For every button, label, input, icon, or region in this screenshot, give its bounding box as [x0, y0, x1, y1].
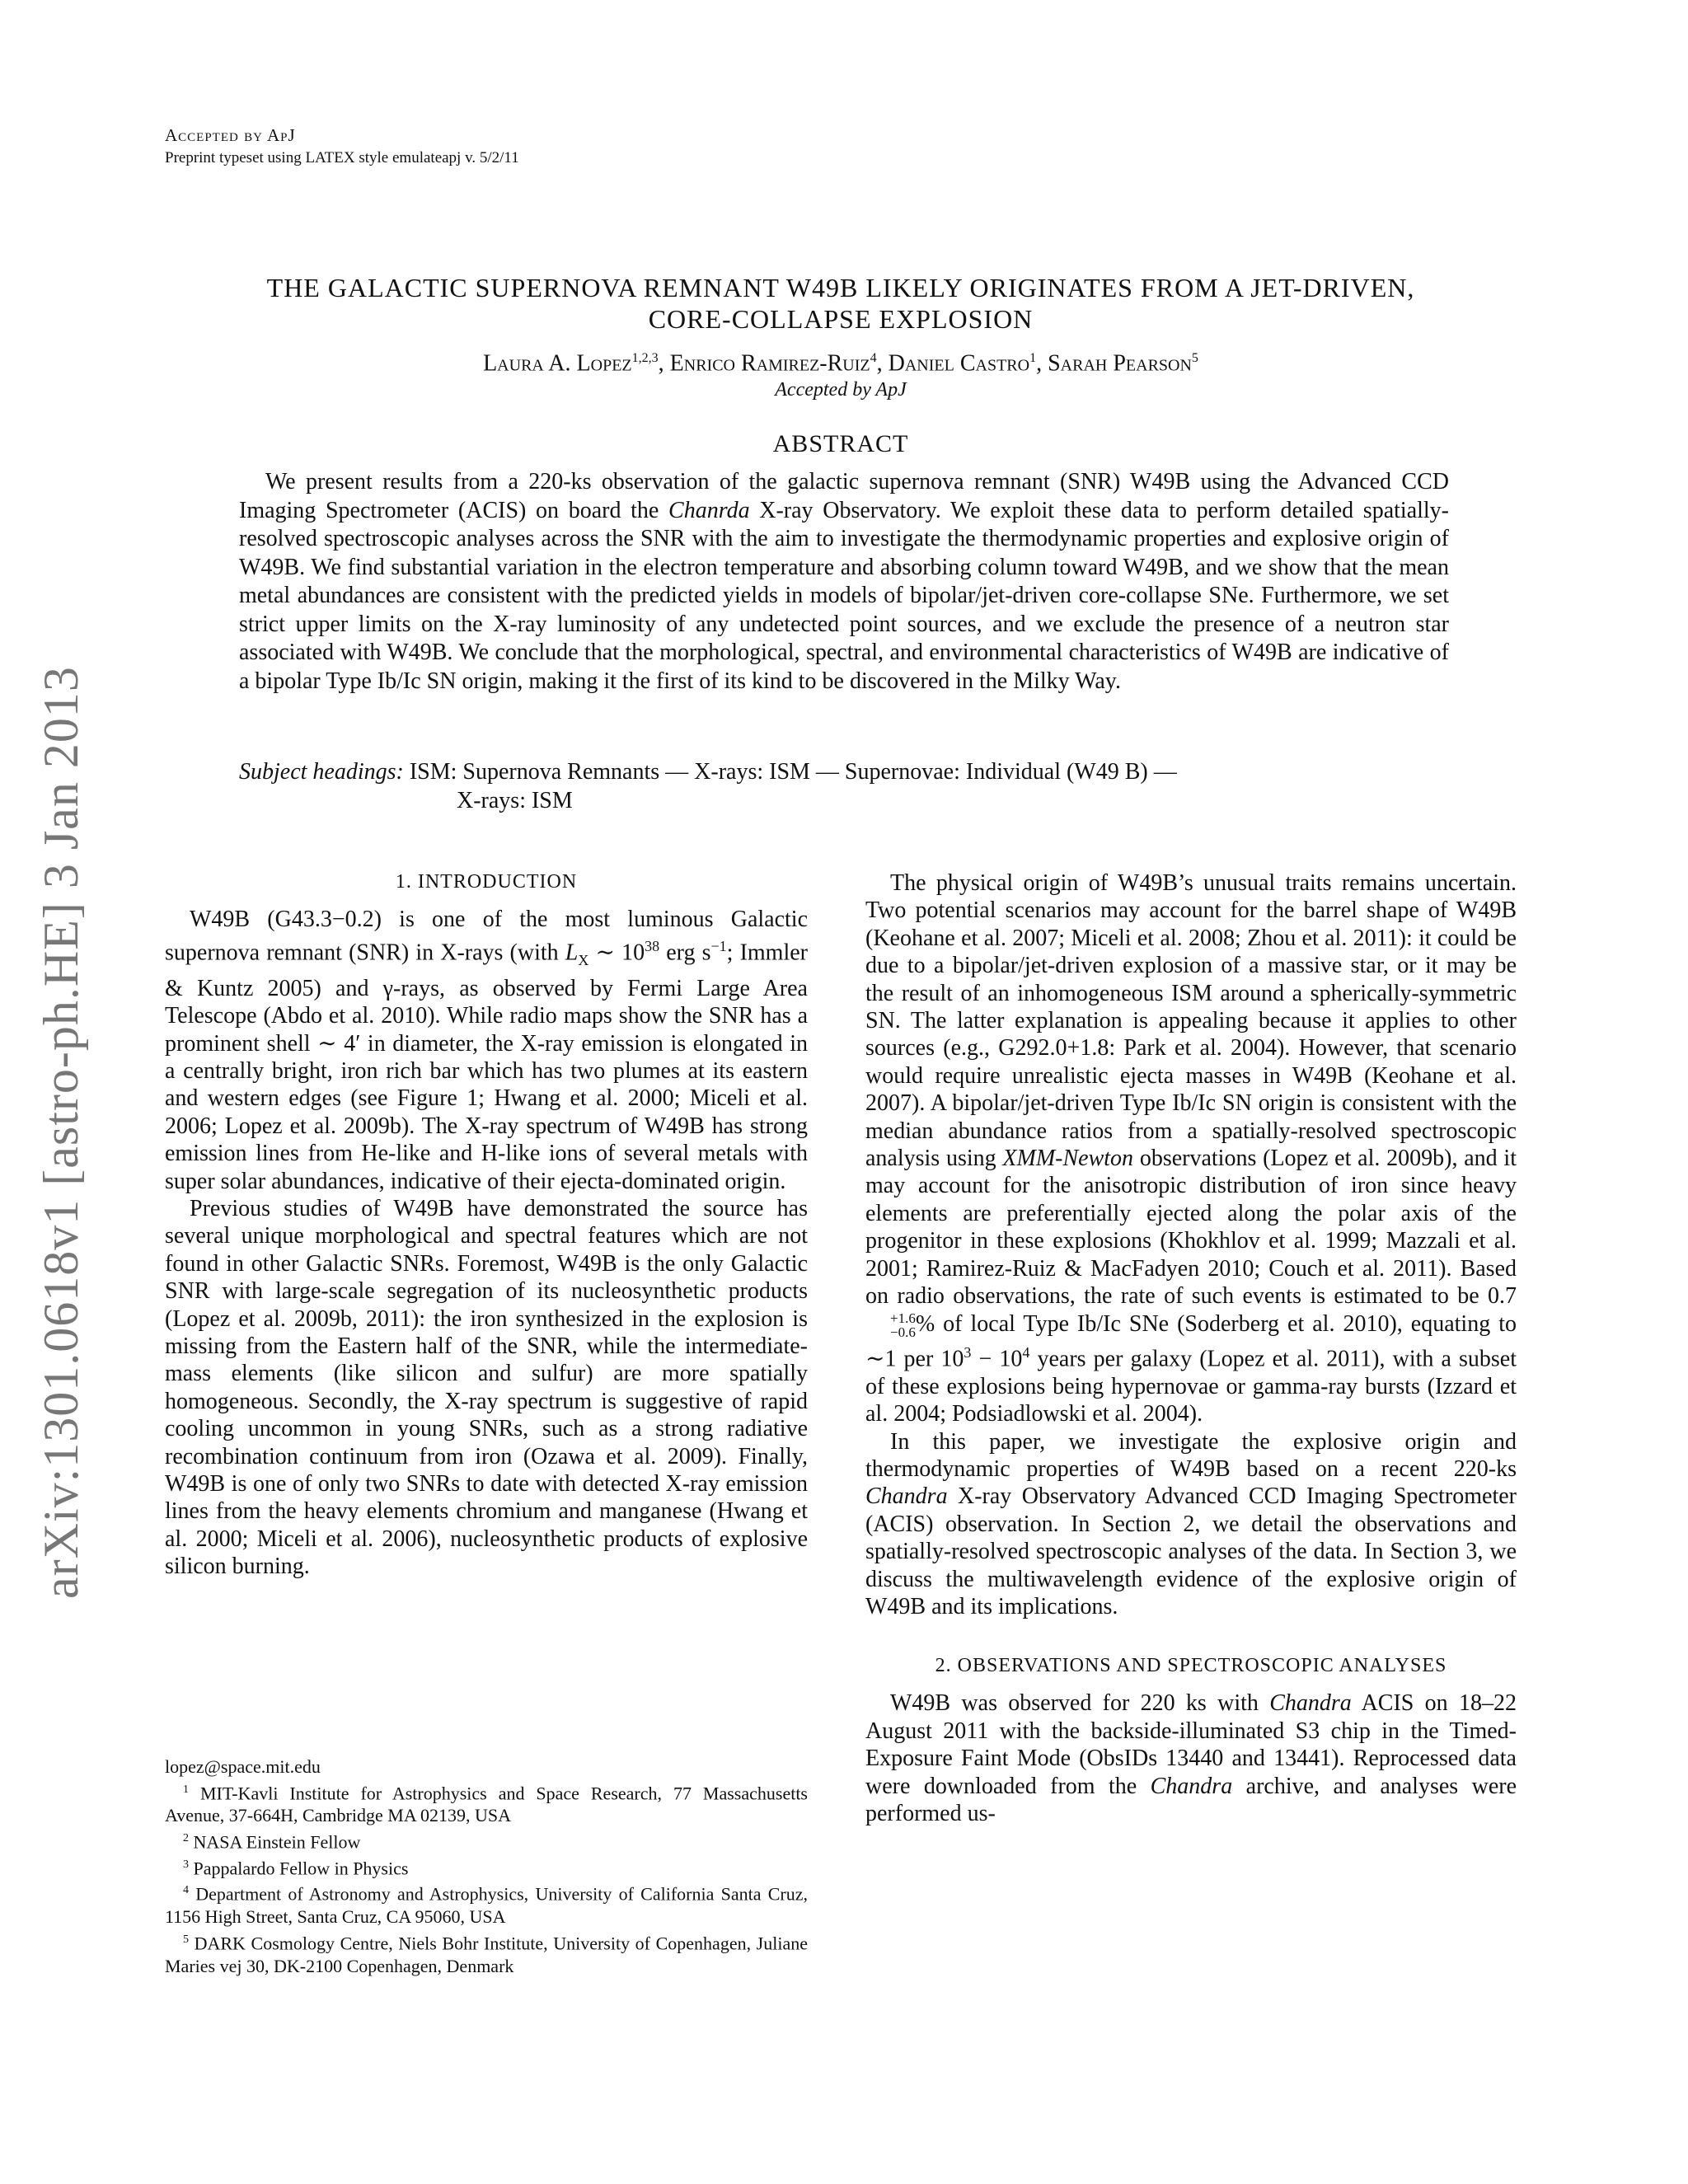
footnote-text: Department of Astronomy and Astrophysics, University of California Santa Cruz, 1156 High Street, Santa Cruz, CA 95060, USA — [165, 1883, 809, 1928]
preprint-header — [165, 124, 519, 170]
italic-text: XMM-Newton — [1002, 1146, 1134, 1172]
text-run: ∼ 10 — [588, 940, 645, 966]
text-run: % of local Type Ib/Ic SNe (Soderberg et al. 2010), equating to ∼1 per 10 — [865, 1310, 1517, 1372]
author-name: Enrico Ramirez-Ruiz — [669, 350, 870, 377]
text-run: W49B was observed for 220 ks with — [890, 1690, 1270, 1717]
math-subscript: X — [578, 952, 589, 969]
footnote — [165, 1929, 808, 1977]
paragraph: Previous studies of W49B have demonstrated the source has several unique morphological and spectral features which are not found in other Galactic SNRs. Foremost, W49B is the only Galactic SNR with large-scale segregation of its nucleosynthetic products (Lopez et al. 2009b, 2011): the iron synthesized in the explosion is missing from the Eastern half of the SNR, while the intermediate-mass elements (like silicon and sulfur) are more spatially homogeneous. Secondly, the X-ray spectrum is suggestive of rapid cooling uncommon in young SNRs, such as a strong radiative recombination continuum from iron (Ozawa et al. 2009). Finally, W49B is one of only two SNRs to date with detected X-ray emission lines from the heavy elements chromium and manganese (Hwang et al. 2000; Miceli et al. 2006), nucleosynthetic products of explosive silicon burning. — [165, 1195, 808, 1580]
text-run: observations (Lopez et al. 2009b), and it may account for the anisotropic distribution of iron since heavy elements are preferentially ejected along the polar axis of the progenitor in these explosions (Khokhlov et al. 1999; Mazzali et al. 2001; Ramirez-Ruiz & MacFadyen 2010; Couch et al. 2011). Based on radio observations, the rate of such events is estimated to be 0.7 — [865, 1146, 1517, 1310]
uncertainty-lower: −0.6 — [890, 1324, 916, 1341]
author-name: Daniel Castro — [888, 350, 1030, 377]
footnote — [165, 1879, 808, 1928]
footnote — [165, 1854, 808, 1880]
footnote-mark: 2 — [183, 1831, 189, 1844]
italic-text: Chandra — [1150, 1773, 1233, 1799]
paragraph — [165, 906, 808, 1195]
text-run: X-ray Observatory Advanced CCD Imaging Spectrometer (ACIS) observation. In Section 2, we detail the observations and spatially-resolved spectroscopic analyses of the data. In Section 3, we discuss the multiwavelength evidence of the explosive origin of W49B and its implications. — [865, 1483, 1517, 1620]
footnote-mark: 3 — [183, 1858, 189, 1871]
paragraph — [865, 869, 1517, 1428]
uncertainty-upper: +1.6 — [890, 1310, 916, 1327]
abstract-heading: ABSTRACT — [772, 430, 909, 457]
math-symbol: L — [565, 940, 579, 966]
section-heading: 1. INTRODUCTION — [395, 871, 578, 893]
author-affiliation: 5 — [1191, 351, 1198, 365]
uncertainty — [865, 1311, 916, 1339]
subject-label: Subject headings: — [239, 759, 404, 785]
footnote-email: lopez@space.mit.edu — [165, 1756, 321, 1777]
text-run: In this paper, we investigate the explosive origin and thermodynamic properties of W49B based on a recent 220-ks — [865, 1428, 1517, 1483]
preprint-note: Preprint typeset using LATEX style emulateapj v. 5/2/11 — [165, 149, 519, 166]
footnote-text: MIT-Kavli Institute for Astrophysics and Space Research, 77 Massachusetts Avenue, 37-664H, Cambridge MA 02139, USA — [165, 1782, 808, 1826]
author-name: Laura A. Lopez — [483, 350, 632, 377]
abstract-text-part: We present results from a 220-ks observation of the galactic supernova remnant (SNR) W49B using the Advanced CCD Imaging Spectrometer (ACIS) on board the — [239, 469, 1449, 523]
arxiv-stamp: arXiv:1301.0618v1 [astro-ph.HE] 3 Jan 2013 — [34, 666, 88, 1599]
author-affiliation: 4 — [870, 351, 877, 365]
footnote-text: Pappalardo Fellow in Physics — [193, 1857, 409, 1878]
text-run: years per galaxy (Lopez et al. 2011), with a subset of these explosions being hypernovae or gamma-ray bursts (Izzard et al. 2004; Podsiadlowski et al. 2004). — [865, 1346, 1517, 1427]
right-column — [865, 869, 1517, 1828]
subject-line-2: X-rays: ISM — [457, 787, 573, 813]
left-column — [165, 869, 808, 1581]
title-line-2: CORE-COLLAPSE EXPLOSION — [648, 304, 1034, 334]
italic-text: Chandra — [865, 1483, 948, 1510]
title-line-1: THE GALACTIC SUPERNOVA REMNANT W49B LIKELY ORIGINATES FROM A JET-DRIVEN, — [266, 273, 1415, 302]
math-exponent: −1 — [710, 938, 727, 955]
footnote-mark: 4 — [183, 1884, 189, 1897]
author-affiliation: 1,2,3 — [631, 351, 659, 365]
author-name: Sarah Pearson — [1048, 350, 1192, 377]
footnote-mark: 5 — [183, 1933, 189, 1946]
text-run: − 10 — [971, 1346, 1023, 1372]
math-exponent: 3 — [964, 1344, 972, 1361]
footnote — [165, 1779, 808, 1827]
text-run: ACIS on 18–22 August 2011 with the backside-illuminated S3 chip in the Timed-Exposure Faint Mode (ObsIDs 13440 and 13441). Reprocessed data were downloaded from the — [865, 1690, 1517, 1799]
footnote-text: DARK Cosmology Centre, Niels Bohr Institute, University of Copenhagen, Juliane Maries vej 30, DK-2100 Copenhagen, Denmark — [165, 1933, 809, 1976]
paragraph — [865, 1428, 1517, 1621]
subject-line-1: ISM: Supernova Remnants — X-rays: ISM — Supernovae: Individual (W49 B) — — [403, 759, 1177, 785]
footnote-mark: 1 — [183, 1783, 189, 1796]
section-heading: 2. OBSERVATIONS AND SPECTROSCOPIC ANALYSES — [935, 1655, 1447, 1677]
text-run: ; Immler & Kuntz 2005) and γ-rays, as observed by Fermi Large Area Telescope (Abdo et al. 2010). While radio maps show the SNR has a prominent shell ∼ 4′ in diameter, the X-ray emission is elongated in a centrally bright, iron rich bar which has two plumes at its eastern and western edges (see Figure 1; Hwang et al. 2000; Miceli et al. 2006; Lopez et al. 2009b). The X-ray spectrum of W49B has strong emission lines from He-like and H-like ions of several metals with super solar abundances, indicative of their ejecta-dominated origin. — [165, 940, 808, 1194]
text-run: W49B (G43.3−0.2) is one of the most luminous Galactic supernova remnant (SNR) in X-rays (with — [165, 907, 808, 966]
text-run: archive, and analyses were performed us- — [865, 1773, 1517, 1827]
paragraph — [865, 1690, 1517, 1827]
italic-text: Chandra — [1269, 1690, 1352, 1717]
abstract-italic: Chanrda — [668, 497, 750, 523]
math-exponent: 38 — [645, 938, 660, 955]
text-run: The physical origin of W49B’s unusual traits remains uncertain. Two potential scenarios may account for the barrel shape of W49B (Keohane et al. 2007; Miceli et al. 2008; Zhou et al. 2011): it could be due to a bipolar/jet-driven explosion of a massive star, or it may be the result of an inhomogeneous ISM around a spherically-symmetric SN. The latter explanation is appealing because it applies to other sources (e.g., G292.0+1.8: Park et al. 2004). However, that scenario would require unrealistic ejecta masses in W49B (Keohane et al. 2007). A bipolar/jet-driven Type Ib/Ic SN origin is consistent with the median abundance ratios from a spatially-resolved spectroscopic analysis using — [865, 870, 1517, 1172]
footnotes — [165, 1755, 808, 1977]
abstract-text — [239, 468, 1449, 696]
abstract-text-part: X-ray Observatory. We exploit these data to perform detailed spatially-resolved spectroscopic analyses across the SNR with the aim to investigate the thermodynamic properties and explosive origin of W49B. We find substantial variation in the electron temperature and absorbing column toward W49B, and we show that the mean metal abundances are consistent with the predicted yields in models of bipolar/jet-driven core-collapse SNe. Furthermore, we set strict upper limits on the X-ray luminosity of any undetected point sources, and we exclude the presence of a neutron star associated with W49B. We conclude that the morphological, spectral, and environmental characteristics of W49B are indicative of a bipolar Type Ib/Ic SN origin, making it the first of its kind to be discovered in the Milky Way. — [239, 497, 1449, 694]
footnote-text: NASA Einstein Fellow — [193, 1831, 361, 1853]
paper-title — [165, 272, 1517, 335]
subject-headings — [239, 758, 1449, 815]
footnote — [165, 1827, 808, 1854]
accepted-note: Accepted by ApJ — [165, 125, 296, 145]
author-list: Laura A. Lopez$^{1,2,3}$, Enrico Ramirez-Ruiz$^4$, Daniel Castro$^1$, Sarah Pearson$^5$ — [483, 350, 1198, 377]
accepted-line: Accepted by ApJ — [775, 379, 907, 401]
math-exponent: 4 — [1022, 1344, 1030, 1361]
author-affiliation: 1 — [1029, 351, 1037, 365]
text-run: erg s — [659, 940, 711, 966]
